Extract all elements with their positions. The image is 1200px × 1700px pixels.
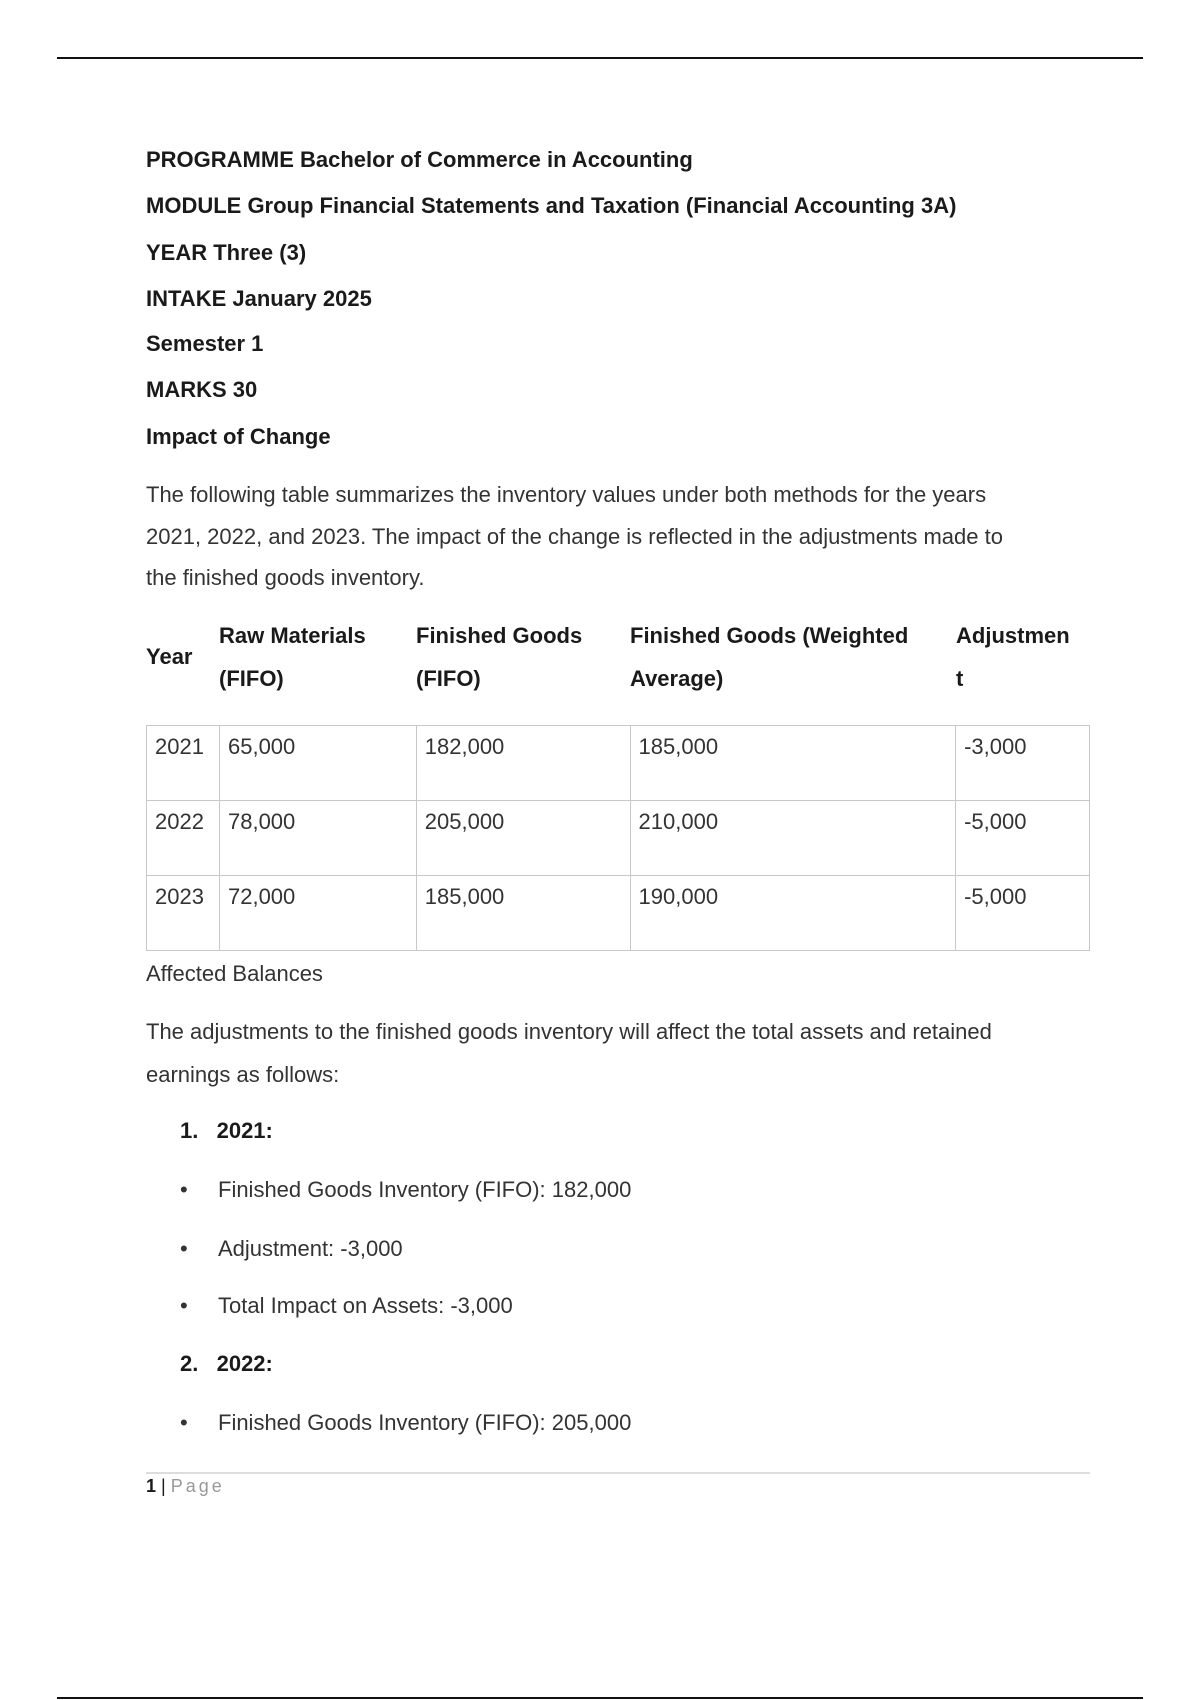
intake-line: INTAKE January 2025 — [146, 286, 372, 311]
affected-heading: Affected Balances — [146, 961, 323, 986]
page-number: 1 — [146, 1476, 157, 1496]
cell-raw: 72,000 — [219, 876, 416, 951]
bottom-rule — [57, 1697, 1143, 1699]
top-rule — [57, 57, 1143, 59]
bullet-icon: • — [180, 1410, 188, 1435]
table-row — [147, 876, 1090, 951]
footer-rule — [146, 1472, 1090, 1474]
page-label: Page — [170, 1476, 225, 1496]
section-title: Impact of Change — [146, 424, 331, 449]
bullet-icon: • — [180, 1293, 188, 1318]
list-item: • Total Impact on Assets: -3,000 — [180, 1293, 513, 1318]
cell-fg-fifo: 205,000 — [416, 801, 630, 876]
list-item-2022: 2. 2022: — [180, 1351, 273, 1376]
cell-year: 2023 — [147, 876, 220, 951]
bullet-icon: • — [180, 1236, 188, 1261]
intro-line-3: the finished goods inventory. — [146, 565, 425, 590]
cell-fg-wa: 190,000 — [630, 876, 956, 951]
intro-line-1: The following table summarizes the inventory values under both methods for the years — [146, 482, 987, 507]
list-item: • Finished Goods Inventory (FIFO): 182,000 — [180, 1177, 632, 1202]
semester-line: Semester 1 — [146, 331, 264, 356]
cell-raw: 78,000 — [219, 801, 416, 876]
affected-para-1: The adjustments to the finished goods inventory will affect the total assets and retained — [146, 1019, 992, 1044]
module-line: MODULE Group Financial Statements and Taxation (Financial Accounting 3A) — [146, 193, 957, 218]
programme-line: PROGRAMME Bachelor of Commerce in Accounting — [146, 147, 693, 172]
cell-raw: 65,000 — [219, 726, 416, 801]
cell-adjustment: -3,000 — [956, 726, 1090, 801]
list-item: • Finished Goods Inventory (FIFO): 205,000 — [180, 1410, 632, 1435]
cell-fg-wa: 185,000 — [630, 726, 956, 801]
table-row — [147, 726, 1090, 801]
cell-adjustment: -5,000 — [956, 801, 1090, 876]
cell-year: 2022 — [147, 801, 220, 876]
intro-line-2: 2021, 2022, and 2023. The impact of the change is reflected in the adjustments made to — [146, 524, 1003, 549]
cell-year: 2021 — [147, 726, 220, 801]
footer-separator: | — [161, 1476, 166, 1496]
table-row — [147, 801, 1090, 876]
col-header-adjustment: Adjustmen t — [956, 623, 1070, 691]
cell-fg-fifo: 185,000 — [416, 876, 630, 951]
marks-line: MARKS 30 — [146, 377, 258, 402]
page-footer — [146, 1476, 225, 1497]
year-line: YEAR Three (3) — [146, 240, 307, 265]
col-header-raw-materials: Raw Materials (FIFO) — [219, 623, 366, 691]
list-item: • Adjustment: -3,000 — [180, 1236, 403, 1261]
inventory-table — [146, 725, 1090, 951]
cell-adjustment: -5,000 — [956, 876, 1090, 951]
col-header-finished-wa: Finished Goods (Weighted Average) — [630, 623, 909, 691]
cell-fg-wa: 210,000 — [630, 801, 956, 876]
col-header-year: Year — [146, 644, 193, 669]
cell-fg-fifo: 182,000 — [416, 726, 630, 801]
bullet-icon: • — [180, 1177, 188, 1202]
list-item-2021: 1. 2021: — [180, 1118, 273, 1143]
affected-para-2: earnings as follows: — [146, 1062, 340, 1087]
col-header-finished-fifo: Finished Goods (FIFO) — [416, 623, 583, 691]
